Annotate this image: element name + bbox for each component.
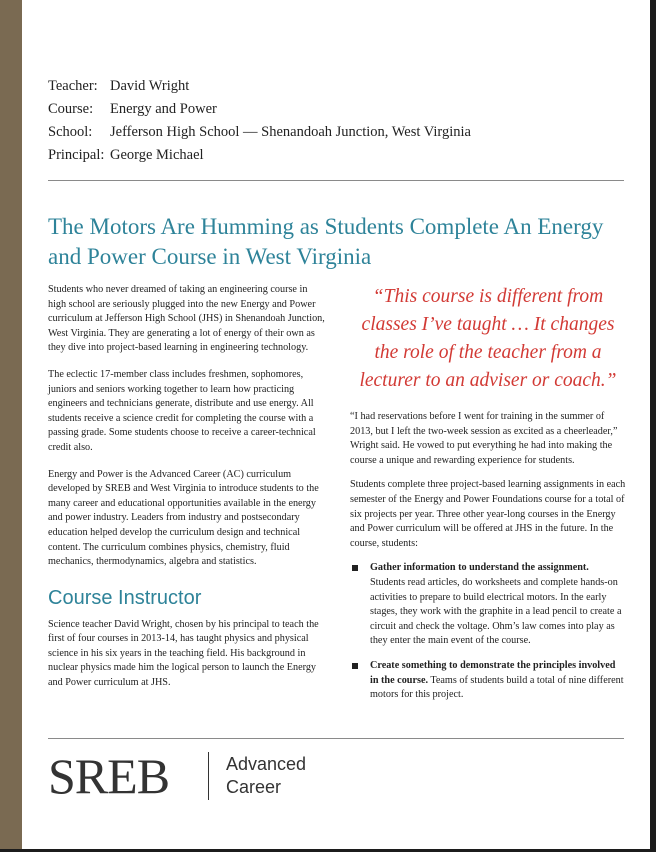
pull-quote: “This course is different from classes I’ve taught … It changes the role of the teacher from a lecturer to an adviser or coach.”: [359, 286, 617, 391]
list-item-bold: Create something to demonstrate the principles involved in the course.: [370, 659, 616, 686]
list-item-text: Teams of students build a total of nine different motors for this project.: [370, 674, 624, 701]
paragraph-curriculum: Energy and Power is the Advanced Career (AC) curriculum developed by SREB and West Virginia to introduce students to the many career and educational opportunities available in the energy and power industry. Leaders from industry and postsecondary education helped develop the curriculum design and technical content. The curriculum combines physics, chemistry, fluid mechanics, thermodynamics, algebra and statistics.: [48, 468, 319, 568]
right-column: [350, 410, 626, 713]
profile-info: [48, 75, 471, 167]
teacher-value: David Wright: [110, 78, 190, 94]
school-label: School:: [48, 124, 93, 140]
course-value: Energy and Power: [110, 101, 217, 117]
divider-bottom: [48, 738, 624, 739]
page-border-right: [650, 0, 656, 852]
paragraph-instructor: Science teacher David Wright, chosen by his principal to teach the first of four courses in 2013-14, has taught physics and physical science in his six years in the teaching field. His background in nuclear physics made him the logical person to launch the Energy and Power curriculum at JHS.: [48, 618, 319, 689]
principal-row: [48, 144, 471, 167]
principal-value: George Michael: [110, 147, 204, 163]
decorative-side-bar: [0, 0, 22, 852]
teacher-row: [48, 75, 471, 98]
article-headline: The Motors Are Humming as Students Complete An Energy and Power Course in West Virginia: [48, 214, 604, 269]
square-bullet-icon: [352, 565, 358, 571]
divider-top: [48, 180, 624, 181]
list-item-text: Students read articles, do worksheets and complete hands-on activities to prepare to build electrical motors. In the early stages, they work with the graphite in a lead pencil to create a circuit and check the voltage. Ohm’s law comes into play as they enter the main event of the course.: [370, 576, 622, 647]
course-label: Course:: [48, 101, 94, 117]
footer-line-advanced: Advanced: [226, 754, 307, 774]
left-column: [48, 283, 326, 703]
footer-line-career: Career: [226, 777, 282, 797]
paragraph-reservations: “I had reservations before I went for training in the summer of 2013, but I left the two-week session as excited as a cheerleader,” Wright said. He vowed to put everything he had into making the course a unique and rewarding experience for students.: [350, 411, 618, 466]
paragraph-projects: Students complete three project-based learning assignments in each semester of the Energy and Power Foundations course for a total of six projects per year. Three other year-long courses in the Energy and Power curriculum will be offered at JHS in the future. In the course, students:: [350, 479, 626, 549]
list-item: [350, 561, 626, 649]
school-row: [48, 121, 471, 144]
bullet-list: [350, 561, 626, 702]
footer-program-name: [226, 753, 306, 799]
footer-divider: [208, 752, 209, 800]
sreb-logo: SREB: [48, 748, 170, 804]
teacher-label: Teacher:: [48, 78, 98, 94]
paragraph-intro: Students who never dreamed of taking an engineering course in high school are seriously plugged into the new Energy and Power curriculum at Jefferson High School (JHS) in Shenandoah Junction, West Virginia. They are generating a lot of energy of their own as they dive into project-based learning in engineering technology.: [48, 284, 325, 354]
square-bullet-icon: [352, 663, 358, 669]
course-row: [48, 98, 471, 121]
school-value: Jefferson High School — Shenandoah Junction, West Virginia: [110, 124, 471, 140]
paragraph-class: The eclectic 17-member class includes freshmen, sophomores, juniors and seniors working together to learn how practicing engineers and technicians generate, distribute and use energy. All students receive a science credit for completing the course with a passing grade. Some students choose to receive a career-technical credit also.: [48, 368, 316, 453]
list-item-bold: Gather information to understand the assignment.: [370, 562, 589, 574]
principal-label: Principal:: [48, 147, 105, 163]
list-item: [350, 659, 626, 703]
section-title-course-instructor: Course Instructor: [48, 586, 202, 609]
